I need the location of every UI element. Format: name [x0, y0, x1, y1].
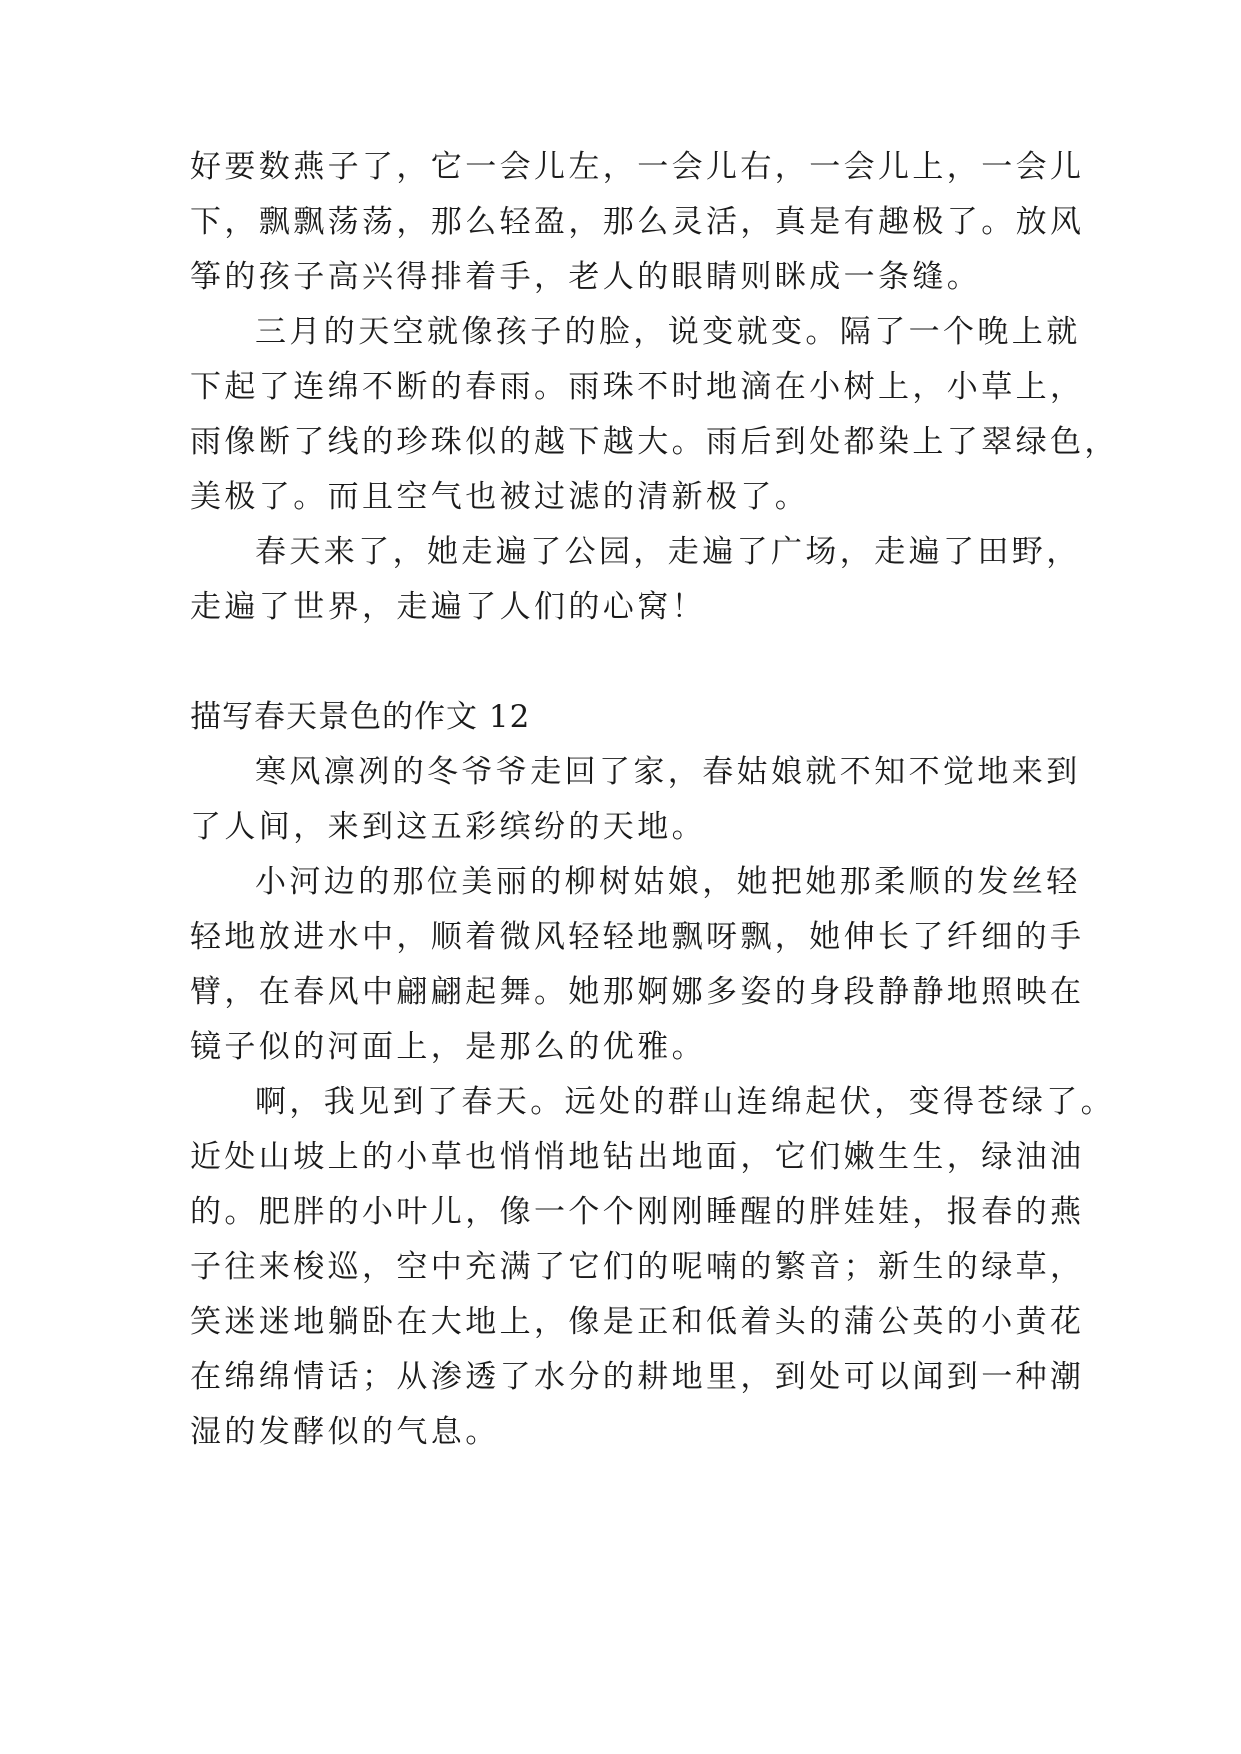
- body-text-line: 下起了连绵不断的春雨。雨珠不时地滴在小树上，小草上，: [190, 369, 1085, 405]
- body-text-line: 子往来梭巡，空中充满了它们的呢喃的繁音；新生的绿草，: [190, 1249, 1085, 1285]
- body-text-line: 湿的发酵似的气息。: [190, 1414, 500, 1450]
- body-text-line: 笑迷迷地躺卧在大地上，像是正和低着头的蒲公英的小黄花: [190, 1304, 1085, 1340]
- body-text-line: 臂，在春风中翩翩起舞。她那婀娜多姿的身段静静地照映在: [190, 974, 1085, 1010]
- body-text-line: 的。肥胖的小叶儿，像一个个刚刚睡醒的胖娃娃，报春的燕: [190, 1194, 1085, 1230]
- body-text-line: 美极了。而且空气也被过滤的清新极了。: [190, 479, 810, 515]
- body-text-line: 三月的天空就像孩子的脸，说变就变。隔了一个晚上就: [255, 314, 1081, 350]
- body-text-line: 小河边的那位美丽的柳树姑娘，她把她那柔顺的发丝轻: [255, 864, 1081, 900]
- body-text-line: 在绵绵情话；从渗透了水分的耕地里，到处可以闻到一种潮: [190, 1359, 1085, 1395]
- essay-title: 描写春天景色的作文 12: [190, 699, 531, 735]
- body-text-line: 轻地放进水中，顺着微风轻轻地飘呀飘，她伸长了纤细的手: [190, 919, 1085, 955]
- body-text-line: 好要数燕子了，它一会儿左，一会儿右，一会儿上，一会儿: [190, 149, 1085, 185]
- body-text-line: 筝的孩子高兴得排着手，老人的眼睛则眯成一条缝。: [190, 259, 982, 295]
- body-text-line: 春天来了，她走遍了公园，走遍了广场，走遍了田野，: [255, 534, 1081, 570]
- body-text-line: 走遍了世界，走遍了人们的心窝！: [190, 589, 706, 625]
- body-text-line: 近处山坡上的小草也悄悄地钻出地面，它们嫩生生，绿油油: [190, 1139, 1085, 1175]
- body-text-line: 下，飘飘荡荡，那么轻盈，那么灵活，真是有趣极了。放风: [190, 204, 1085, 240]
- body-text-line: 雨像断了线的珍珠似的越下越大。雨后到处都染上了翠绿色，: [190, 424, 1119, 460]
- body-text-line: 了人间，来到这五彩缤纷的天地。: [190, 809, 706, 845]
- body-text-line: 啊，我见到了春天。远处的群山连绵起伏，变得苍绿了。: [255, 1084, 1115, 1120]
- body-text-line: 镜子似的河面上，是那么的优雅。: [190, 1029, 706, 1065]
- body-text-line: 寒风凛冽的冬爷爷走回了家，春姑娘就不知不觉地来到: [255, 754, 1081, 790]
